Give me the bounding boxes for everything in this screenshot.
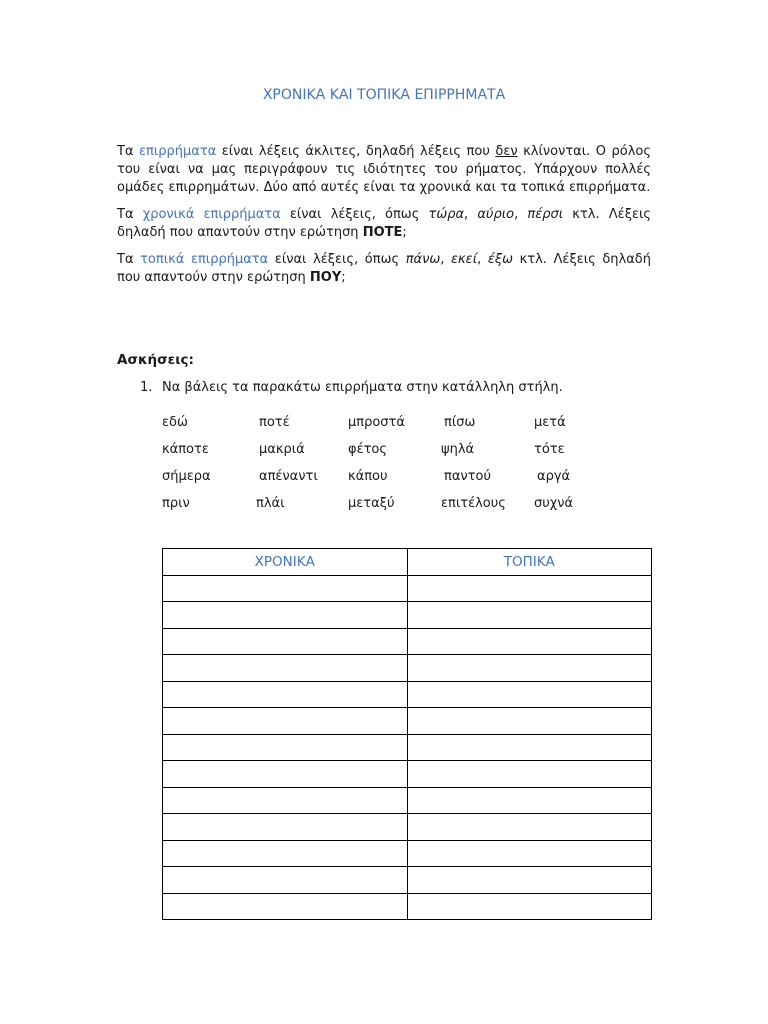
word-bank-item: πριν [162, 496, 190, 511]
answer-table [162, 548, 652, 920]
p2-text-a: Τα [117, 207, 143, 222]
p2-term: χρονικά επιρρήματα [142, 207, 281, 222]
word-bank-item: τότε [534, 442, 565, 457]
p3-example-2: εκεί [450, 252, 478, 267]
p1-term: επιρρήματα [139, 144, 217, 159]
intro-paragraph-1 [117, 143, 651, 197]
word-bank-item: πίσω [444, 415, 476, 430]
answer-cell-temporal[interactable] [163, 814, 408, 841]
p3-text-c: , [440, 252, 451, 267]
answer-cell-temporal[interactable] [163, 602, 408, 629]
word-bank-item: μακριά [259, 442, 305, 457]
word-bank-item: μπροστά [348, 415, 405, 430]
word-bank-item: μετά [534, 415, 566, 430]
word-bank-item: σήμερα [162, 469, 211, 484]
table-row [163, 814, 652, 841]
word-bank-item: ποτέ [259, 415, 290, 430]
answer-cell-local[interactable] [407, 734, 652, 761]
answer-cell-local[interactable] [407, 840, 652, 867]
answer-cell-temporal[interactable] [163, 655, 408, 682]
p2-text-b: είναι λέξεις, όπως [280, 207, 429, 222]
word-bank-item: μεταξύ [348, 496, 395, 511]
answer-cell-local[interactable] [407, 708, 652, 735]
table-row [163, 734, 652, 761]
word-bank-item: κάπου [348, 469, 388, 484]
answer-cell-local[interactable] [407, 893, 652, 920]
p3-text-f: ; [341, 270, 346, 285]
answer-cell-temporal[interactable] [163, 787, 408, 814]
answer-table-header [163, 549, 652, 576]
answer-cell-temporal[interactable] [163, 840, 408, 867]
word-bank-item: παντού [444, 469, 491, 484]
p2-example-3: πέρσι [527, 207, 564, 222]
p1-text-a: Τα [117, 144, 140, 159]
p3-text-d: , [477, 252, 488, 267]
answer-cell-temporal[interactable] [163, 761, 408, 788]
word-bank-item: πλάι [256, 496, 285, 511]
word-bank-item: εδώ [162, 415, 188, 430]
answer-cell-local[interactable] [407, 575, 652, 602]
word-bank-item: φέτος [348, 442, 388, 457]
table-row [163, 602, 652, 629]
p2-example-1: τώρα [428, 207, 465, 222]
p3-text-a: Τα [117, 252, 141, 267]
p2-example-2: αύριο [477, 207, 515, 222]
word-bank-item: ψηλά [441, 442, 475, 457]
p3-text-e: κτλ. Λέξεις δηλαδή που απαντούν στην ερώτηση [117, 252, 651, 285]
p3-text-b: είναι λέξεις, όπως [268, 252, 406, 267]
p1-negation: δεν [495, 144, 518, 159]
answer-cell-temporal[interactable] [163, 867, 408, 894]
table-row [163, 787, 652, 814]
answer-cell-temporal[interactable] [163, 628, 408, 655]
table-row [163, 893, 652, 920]
answer-cell-local[interactable] [407, 628, 652, 655]
p2-text-e: κτλ. Λέξεις δηλαδή που απαντούν στην ερώτηση [117, 207, 652, 240]
p2-question: ΠΟΤΕ [362, 225, 403, 240]
exercise-1-number: 1. [140, 380, 153, 395]
exercises-heading: Ασκήσεις: [117, 352, 194, 368]
intro-paragraph-2 [117, 206, 651, 242]
table-row [163, 628, 652, 655]
word-bank-item: απέναντι [259, 469, 318, 484]
p3-question: ΠΟΥ [309, 270, 342, 285]
table-row [163, 708, 652, 735]
answer-cell-temporal[interactable] [163, 708, 408, 735]
column-header-temporal: ΧΡΟΝΙΚΑ [163, 549, 408, 576]
intro-paragraph-3 [117, 251, 651, 287]
table-row [163, 655, 652, 682]
answer-cell-temporal[interactable] [163, 681, 408, 708]
table-row [163, 761, 652, 788]
word-bank-item: συχνά [534, 496, 574, 511]
p1-text-b: είναι λέξεις άκλιτες, δηλαδή λέξεις που [216, 144, 496, 159]
answer-cell-local[interactable] [407, 761, 652, 788]
document-title: ΧΡΟΝΙΚΑ ΚΑΙ ΤΟΠΙΚΑ ΕΠΙΡΡΗΜΑΤΑ [262, 87, 506, 103]
answer-cell-local[interactable] [407, 867, 652, 894]
answer-cell-temporal[interactable] [163, 575, 408, 602]
p3-term: τοπικά επιρρήματα [140, 252, 269, 267]
word-bank-item: κάποτε [162, 442, 209, 457]
answer-cell-temporal[interactable] [163, 734, 408, 761]
answer-cell-local[interactable] [407, 681, 652, 708]
table-row [163, 867, 652, 894]
word-bank-item: επιτέλους [441, 496, 506, 511]
table-row [163, 681, 652, 708]
table-row [163, 840, 652, 867]
p2-text-f: ; [402, 225, 407, 240]
exercise-1-text: Να βάλεις τα παρακάτω επιρρήματα στην κατάλληλη στήλη. [162, 380, 563, 395]
word-bank-item: αργά [537, 469, 571, 484]
column-header-local: ΤΟΠΙΚΑ [407, 549, 652, 576]
p3-example-3: έξω [487, 252, 514, 267]
p1-text-c: κλίνονται. Ο ρόλος του είναι να μας περιγράφουν τις ιδιότητες του ρήματος. Υπάρχουν πολλές ομάδες επιρρημάτων. Δύο από αυτές είναι τα χρονικά και τα τοπικά επιρρήματα. [117, 144, 651, 195]
answer-cell-local[interactable] [407, 787, 652, 814]
answer-cell-local[interactable] [407, 814, 652, 841]
table-row [163, 575, 652, 602]
answer-cell-local[interactable] [407, 602, 652, 629]
p2-text-c: , [464, 207, 478, 222]
p2-text-d: , [514, 207, 528, 222]
answer-cell-local[interactable] [407, 655, 652, 682]
answer-cell-temporal[interactable] [163, 893, 408, 920]
p3-example-1: πάνω [405, 252, 441, 267]
